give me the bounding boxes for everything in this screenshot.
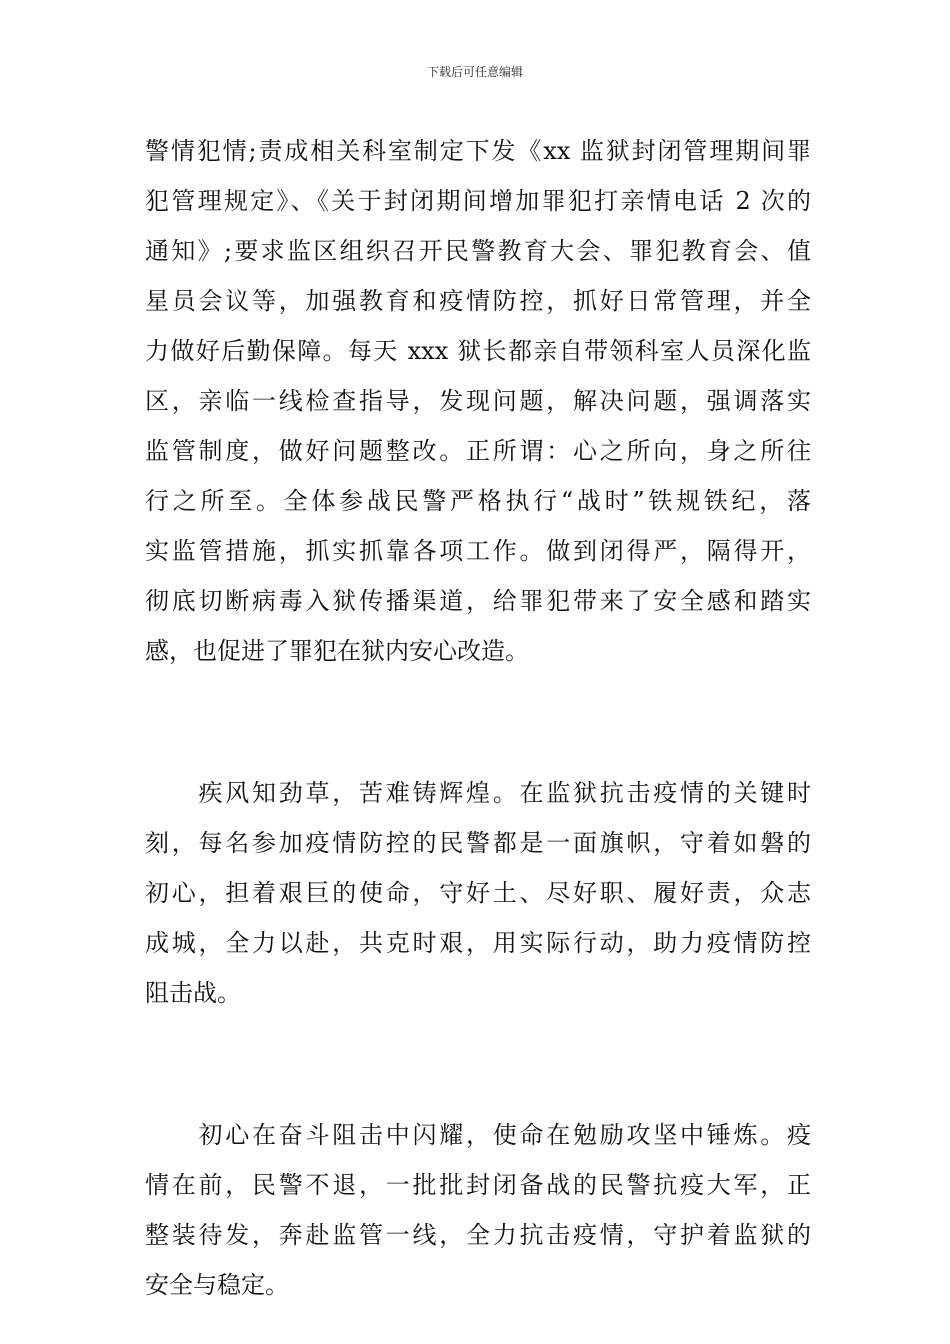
document-body bbox=[145, 126, 811, 1310]
paragraph-2 bbox=[145, 768, 811, 1018]
text-line: 感，也促进了罪犯在狱内安心改造。 bbox=[145, 637, 529, 665]
text-line: 疾风知劲草，苦难铸辉煌。在监狱抗击疫情的关键时 bbox=[145, 779, 811, 807]
text-line: 彻底切断病毒入狱传播渠道，给罪犯带来了安全感和踏实 bbox=[145, 587, 811, 615]
paragraph-3 bbox=[145, 1110, 811, 1310]
paragraph-spacer bbox=[145, 1018, 811, 1110]
text-line: 警情犯情;责成相关科室制定下发《xx 监狱封闭管理期间罪 bbox=[145, 137, 811, 165]
text-line: 整装待发，奔赴监管一线，全力抗击疫情，守护着监狱的 bbox=[145, 1221, 811, 1249]
text-line: 初心，担着艰巨的使命，守好土、尽好职、履好责，众志 bbox=[145, 879, 811, 907]
text-line: 成城，全力以赴，共克时艰，用实际行动，助力疫情防控 bbox=[145, 929, 811, 957]
text-line: 安全与稳定。 bbox=[145, 1271, 289, 1299]
text-line: 星员会议等，加强教育和疫情防控，抓好日常管理，并全 bbox=[145, 287, 811, 315]
text-line: 初心在奋斗阻击中闪耀，使命在勉励攻坚中锤炼。疫 bbox=[145, 1121, 811, 1149]
text-line: 力做好后勤保障。每天 xxx 狱长都亲自带领科室人员深化监 bbox=[145, 337, 811, 365]
text-line: 通知》;要求监区组织召开民警教育大会、罪犯教育会、值 bbox=[145, 237, 811, 265]
text-line: 区，亲临一线检查指导，发现问题，解决问题，强调落实 bbox=[145, 387, 811, 415]
text-line: 犯管理规定》、《关于封闭期间增加罪犯打亲情电话 2 次的 bbox=[145, 187, 811, 215]
text-line: 监管制度，做好问题整改。正所谓：心之所向，身之所往 bbox=[145, 437, 811, 465]
text-line: 实监管措施，抓实抓靠各项工作。做到闭得严，隔得开， bbox=[145, 537, 811, 565]
paragraph-spacer bbox=[145, 676, 811, 768]
text-line: 刻，每名参加疫情防控的民警都是一面旗帜，守着如磐的 bbox=[145, 829, 811, 857]
page-header: 下载后可任意编辑 bbox=[426, 65, 523, 79]
paragraph-1 bbox=[145, 126, 811, 676]
text-line: 情在前，民警不退，一批批封闭备战的民警抗疫大军，正 bbox=[145, 1171, 811, 1199]
text-line: 行之所至。全体参战民警严格执行“战时”铁规铁纪，落 bbox=[145, 487, 811, 515]
text-line: 阻击战。 bbox=[145, 979, 241, 1007]
